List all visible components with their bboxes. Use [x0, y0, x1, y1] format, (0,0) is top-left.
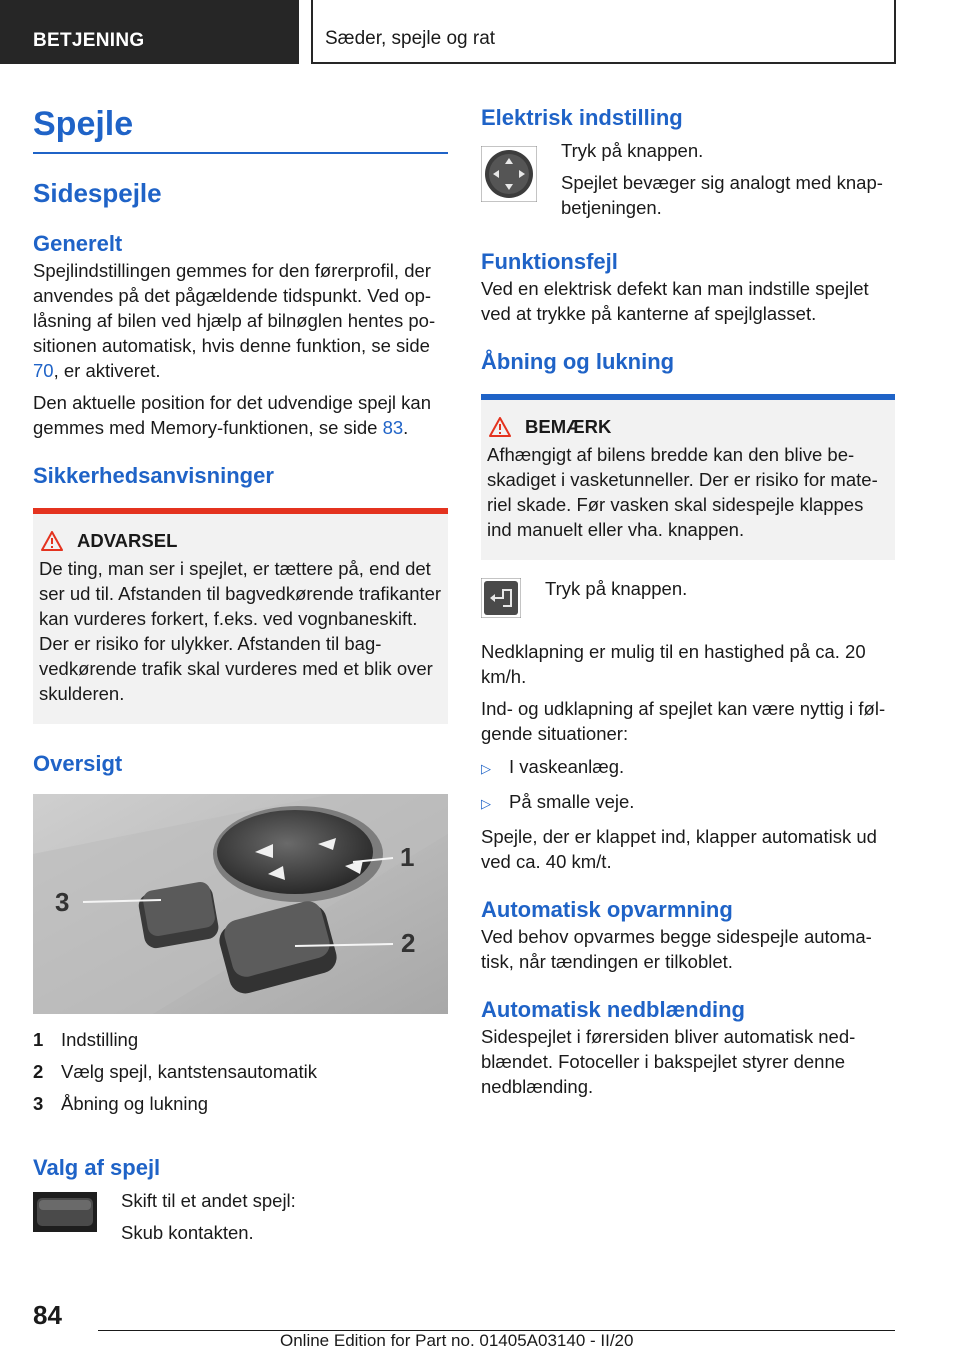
legend-num: 1: [33, 1029, 44, 1050]
electric-line-2: Spejlet bevæger sig analogt med knapbetjeningen.: [561, 172, 883, 218]
note-triangle-icon: [489, 417, 511, 437]
fold-press-row: [481, 574, 895, 623]
right-column: [481, 96, 895, 1099]
fold-auto-text: Spejle, der er klappet ind, klapper automatisk ud ved ca. 40 km/t.: [481, 826, 877, 872]
bullet-text: På smalle veje.: [509, 791, 635, 812]
legend-text: Vælg spejl, kantstensautomatik: [61, 1061, 318, 1082]
photo-label-2: 2: [401, 928, 416, 958]
warning-box: [33, 508, 448, 724]
header-section-tab: [0, 0, 299, 64]
select-line-2: Skub kontakten.: [121, 1222, 254, 1243]
legend-item: [33, 1056, 448, 1088]
page-title: Spejle: [33, 105, 134, 143]
general-p1-text: Spejlindstillingen gemmes for den førerprofil, der anvendes på det pågældende tidspunkt. Ved oplåsning af bilen ved hjælp af bilnøglen hentes positionen automatisk, hvis denne funktion, se side: [33, 260, 436, 356]
fold-speed-text: Nedklapning er mulig til en hastighed på ca. 20 km/h.: [481, 641, 866, 687]
heading-aabning: Åbning og lukning: [481, 349, 675, 374]
mirror-fold-button-icon: [481, 578, 521, 623]
footer-edition: Online Edition for Part no. 01405A03140 - II/20: [280, 1331, 634, 1350]
electric-line-1: Tryk på knappen.: [561, 140, 704, 161]
heading-generelt: Generelt: [33, 231, 123, 256]
heading-valg-af-spejl: Valg af spejl: [33, 1155, 161, 1180]
page-link-83[interactable]: 83: [382, 417, 404, 438]
bullet-triangle-icon: ▷: [481, 796, 491, 811]
select-mirror-text: [121, 1188, 296, 1245]
general-p2-text: Den aktuelle position for det udvendige spejl kan gemmes med Memory-funktionen, se side: [33, 392, 432, 438]
heat-text: Ved behov opvarmes begge sidespejle automatisk, når tændingen er tilkoblet.: [481, 926, 872, 972]
heading-elektrisk: Elektrisk indstilling: [481, 105, 683, 130]
legend-text: Åbning og lukning: [61, 1093, 209, 1114]
heading-opvarmning: Automatisk opvarmning: [481, 897, 733, 922]
legend-text: Indstilling: [61, 1029, 139, 1050]
photo-label-3: 3: [55, 887, 70, 917]
note-text: Afhængigt af bilens bredde kan den blive beskadiget i vasketunneller. Der er risiko for materiel skade. Før vasken skal sidespejle klappes ind manuelt eller vha. knappen.: [487, 444, 878, 540]
heading-funktionsfejl: Funktionsfejl: [481, 249, 618, 274]
legend-num: 2: [33, 1061, 44, 1082]
legend-list: [33, 1024, 448, 1120]
heading-oversigt: Oversigt: [33, 751, 123, 776]
general-p1-tail: , er aktiveret.: [53, 360, 161, 381]
warning-title-row: [41, 530, 442, 552]
title-rule: [33, 152, 448, 154]
section-heading-sidespejle: Sidespejle: [33, 178, 162, 208]
note-title-row: [489, 416, 889, 438]
warning-title: ADVARSEL: [77, 530, 178, 551]
header-chapter-label: Sæder, spejle og rat: [325, 28, 496, 49]
legend-num: 3: [33, 1093, 44, 1114]
bullet-item: [481, 754, 895, 781]
electric-row: [481, 138, 895, 220]
page-link-70[interactable]: 70: [33, 360, 54, 381]
heading-sikkerhed: Sikkerhedsanvisninger: [33, 463, 274, 488]
legend-item: [33, 1088, 448, 1120]
mirror-controls-photo: [33, 794, 448, 1014]
select-mirror-row: [33, 1188, 448, 1245]
fold-press-text: Tryk på knappen.: [545, 578, 688, 599]
note-title: BEMÆRK: [525, 416, 612, 437]
warning-text: De ting, man ser i spejlet, er tættere på, end det ser ud til. Afstanden til bagvedkørende trafikanter kan vurderes forkert, f.eks. ved vognbaneskift. Der er risiko for ulykker. Afstanden til bagvedkørende trafik skal vurderes med et blik over skulderen.: [39, 558, 442, 704]
general-p2-tail: .: [403, 417, 409, 438]
page-number: 84: [33, 1300, 62, 1330]
bullet-text: I vaskeanlæg.: [509, 756, 625, 777]
dim-text: Sidespejlet i førersiden bliver automatisk nedblændet. Fotoceller i bakspejlet styrer denne nedblænding.: [481, 1026, 856, 1097]
fault-text: Ved en elektrisk defekt kan man indstille spejlet ved at trykke på kanterne af spejlglasset.: [481, 278, 869, 324]
photo-label-1: 1: [400, 842, 415, 872]
mirror-select-switch-icon: [33, 1192, 97, 1237]
mirror-adjust-button-icon: [481, 146, 537, 207]
note-box: [481, 394, 895, 560]
warning-triangle-icon: [41, 531, 63, 551]
general-paragraph-1: [33, 258, 448, 383]
fold-useful-text: Ind- og udklapning af spejlet kan være nyttig i følgende situationer:: [481, 698, 886, 744]
left-column: [33, 96, 448, 1245]
electric-text: [561, 138, 895, 220]
bullet-triangle-icon: ▷: [481, 761, 491, 776]
general-paragraph-2: [33, 390, 448, 440]
heading-nedblaending: Automatisk nedblænding: [481, 997, 745, 1022]
header-chapter-box: [311, 0, 896, 64]
bullet-item: [481, 789, 895, 816]
header-section-label: BETJENING: [33, 30, 145, 51]
select-line-1: Skift til et andet spejl:: [121, 1190, 296, 1211]
legend-item: [33, 1024, 448, 1056]
